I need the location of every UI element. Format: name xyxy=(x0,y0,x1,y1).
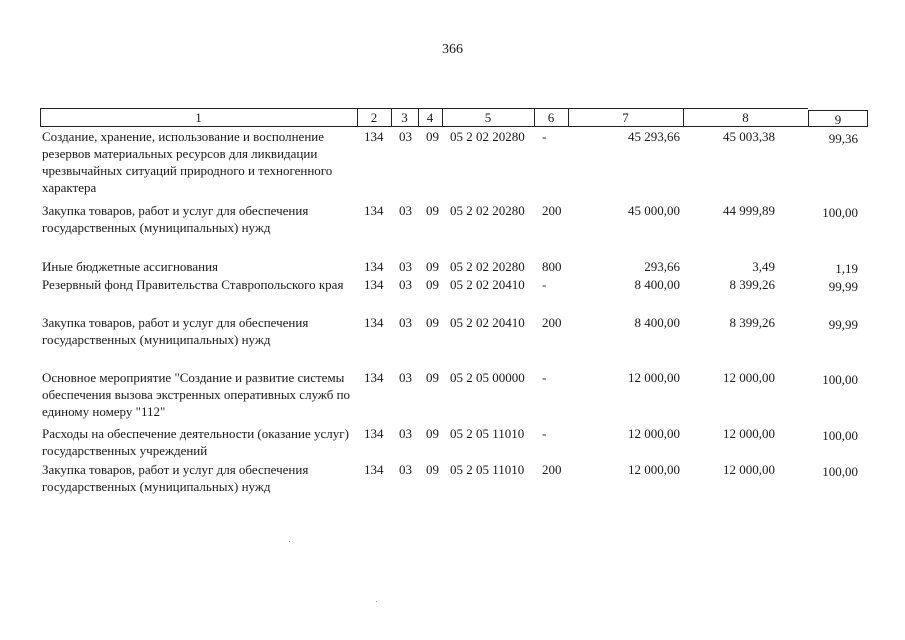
header-bottom-border xyxy=(40,126,868,127)
row-name: Закупка товаров, работ и услуг для обеспечения государственных (муниципальных) нужд xyxy=(42,315,309,347)
column-header-2: 2 xyxy=(370,110,378,125)
row-subsection-code: 09 xyxy=(426,129,439,144)
row-percent: 100,00 xyxy=(822,428,858,443)
row-plan-amount: 12 000,00 xyxy=(628,426,680,441)
row-percent: 1,19 xyxy=(835,261,858,276)
row-actual-amount: 12 000,00 xyxy=(723,370,775,385)
row-name: Создание, хранение, использование и восполнение резервов материальных ресурсов для ликвидации чрезвычайных ситуаций природного и техногенного характера xyxy=(42,129,333,195)
page-number: 366 xyxy=(442,42,463,57)
row-subsection-code: 09 xyxy=(426,370,439,385)
row-ministry-code: 134 xyxy=(364,259,384,274)
row-actual-amount: 44 999,89 xyxy=(723,203,775,218)
row-plan-amount: 8 400,00 xyxy=(634,277,680,292)
column-header-9: 9 xyxy=(834,112,842,127)
column-header-5: 5 xyxy=(484,110,492,125)
row-name: Закупка товаров, работ и услуг для обеспечения государственных (муниципальных) нужд xyxy=(42,203,309,235)
row-ministry-code: 134 xyxy=(364,315,384,330)
row-expense-type: - xyxy=(542,370,547,385)
row-subsection-code: 09 xyxy=(426,315,439,330)
row-plan-amount: 12 000,00 xyxy=(628,370,680,385)
column-header-7: 7 xyxy=(622,110,629,125)
row-percent: 99,36 xyxy=(828,131,858,146)
row-subsection-code: 09 xyxy=(426,462,439,477)
row-ministry-code: 134 xyxy=(364,370,384,385)
row-target-code: 05 2 05 11010 xyxy=(450,426,525,441)
row-plan-amount: 45 000,00 xyxy=(628,203,680,218)
column-header-8: 8 xyxy=(742,110,749,125)
row-name: Закупка товаров, работ и услуг для обеспечения государственных (муниципальных) нужд xyxy=(42,462,309,494)
table-header xyxy=(40,108,868,127)
row-ministry-code: 134 xyxy=(364,462,384,477)
row-name: Резервный фонд Правительства Ставропольского края xyxy=(42,277,344,292)
row-target-code: 05 2 02 20410 xyxy=(450,277,525,292)
row-actual-amount: 8 399,26 xyxy=(729,315,775,330)
row-ministry-code: 134 xyxy=(364,426,384,441)
row-percent: 99,99 xyxy=(828,317,858,332)
row-target-code: 05 2 05 11010 xyxy=(450,462,525,477)
row-subsection-code: 09 xyxy=(426,277,439,292)
row-name: Иные бюджетные ассигнования xyxy=(42,259,219,274)
scan-speck xyxy=(289,541,290,542)
row-actual-amount: 3,49 xyxy=(752,259,775,274)
row-section-code: 03 xyxy=(399,277,412,292)
row-percent: 100,00 xyxy=(822,205,858,220)
row-actual-amount: 12 000,00 xyxy=(723,426,775,441)
row-ministry-code: 134 xyxy=(364,129,384,144)
column-header-3: 3 xyxy=(401,110,408,125)
row-target-code: 05 2 05 00000 xyxy=(450,370,525,385)
header-top-border xyxy=(40,108,808,109)
row-percent: 100,00 xyxy=(822,372,858,387)
row-subsection-code: 09 xyxy=(426,259,439,274)
row-section-code: 03 xyxy=(399,370,412,385)
row-section-code: 03 xyxy=(399,426,412,441)
row-target-code: 05 2 02 20280 xyxy=(450,129,525,144)
row-target-code: 05 2 02 20280 xyxy=(450,203,525,218)
row-ministry-code: 134 xyxy=(364,277,384,292)
row-plan-amount: 45 293,66 xyxy=(628,129,680,144)
row-percent: 100,00 xyxy=(822,464,858,479)
row-expense-type: - xyxy=(542,277,547,292)
row-subsection-code: 09 xyxy=(426,203,439,218)
row-section-code: 03 xyxy=(399,315,412,330)
column-header-6: 6 xyxy=(547,110,555,125)
row-expense-type: - xyxy=(542,129,547,144)
column-header-1: 1 xyxy=(195,110,202,125)
row-ministry-code: 134 xyxy=(364,203,384,218)
row-expense-type: 200 xyxy=(542,203,562,218)
row-expense-type: 200 xyxy=(542,315,562,330)
row-section-code: 03 xyxy=(399,462,412,477)
row-plan-amount: 12 000,00 xyxy=(628,462,680,477)
header-top-border-last xyxy=(808,110,868,111)
row-expense-type: 200 xyxy=(542,462,562,477)
row-section-code: 03 xyxy=(399,129,412,144)
row-name: Расходы на обеспечение деятельности (оказание услуг) государственных учреждений xyxy=(42,426,349,458)
row-actual-amount: 12 000,00 xyxy=(723,462,775,477)
row-target-code: 05 2 02 20280 xyxy=(450,259,525,274)
row-plan-amount: 8 400,00 xyxy=(634,315,680,330)
row-plan-amount: 293,66 xyxy=(644,259,680,274)
row-actual-amount: 45 003,38 xyxy=(723,129,775,144)
row-percent: 99,99 xyxy=(828,279,858,294)
row-name: Основное мероприятие "Создание и развитие системы обеспечения вызова экстренных оперативных служб по единому номеру "112" xyxy=(42,370,351,419)
row-expense-type: 800 xyxy=(542,259,562,274)
row-subsection-code: 09 xyxy=(426,426,439,441)
row-actual-amount: 8 399,26 xyxy=(729,277,775,292)
column-header-4: 4 xyxy=(426,110,434,125)
row-section-code: 03 xyxy=(399,259,412,274)
scan-speck xyxy=(376,601,377,602)
row-target-code: 05 2 02 20410 xyxy=(450,315,525,330)
row-section-code: 03 xyxy=(399,203,412,218)
row-expense-type: - xyxy=(542,426,547,441)
